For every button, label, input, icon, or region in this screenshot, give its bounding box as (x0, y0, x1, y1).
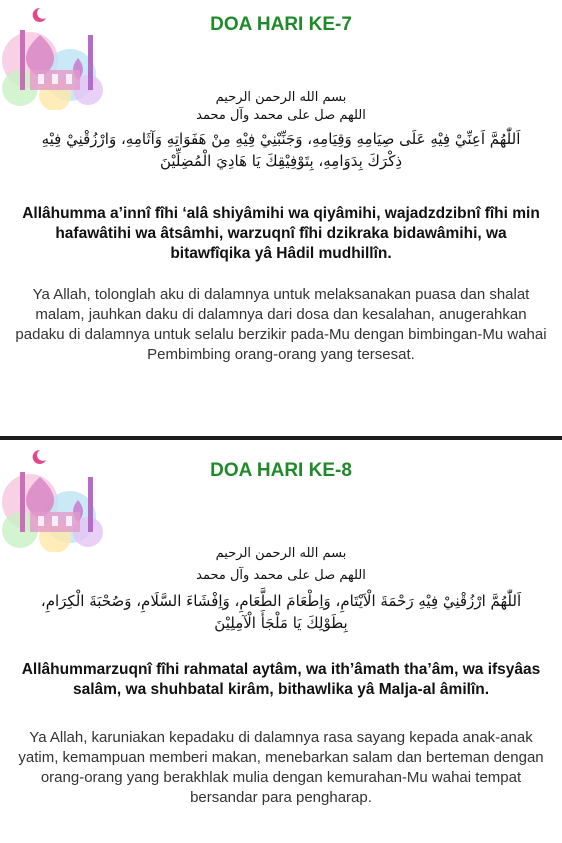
salawat-text: اللهم صل على محمد وآل محمد (196, 108, 366, 123)
mosque-watercolor-icon (0, 442, 110, 552)
arabic-dua-text: اَللّٰهُمَّ ارْزُقْنِيْ فِيْهِ رَحْمَةَ الْاَيْتَامِ، وَاِطْعَامَ الطَّعَامِ، وَاِفْشَاءَ السَّلَامِ، وَصُحْبَةَ الْكِرَامِ، بِطَوْلِكَ يَا مَلْجَأَ الْآمِلِيْنَ (40, 592, 522, 632)
salawat-text: اللهم صل على محمد وآل محمد (196, 568, 366, 583)
latin-transliteration: Allâhumma a’innî fîhi ‘alâ shiyâmihi wa qiyâmihi, wajadzdzibnî fîhi min hafawâtihi wa âtsâmhi, warzuqnî fîhi dzikraka bidawâmihi, wa bitawfîqika yâ Hâdil mudhillîn. (22, 205, 540, 262)
indonesian-translation: Ya Allah, karuniakan kepadaku di dalamnya rasa sayang kepada anak-anak yatim, kemampuan memberi makan, menebarkan salam dan berteman dengan orang-orang yang berakhlak mulia dengan kemurahan-Mu wahai tempat bersandar para pengharap. (18, 729, 544, 806)
page-title: DOA HARI KE-8 (210, 460, 352, 481)
basmala-text: بسم الله الرحمن الرحيم (215, 90, 347, 105)
latin-transliteration: Allâhummarzuqnî fîhi rahmatal aytâm, wa ith’âmath tha’âm, wa ifsyâas salâm, wa shuhbatal kirâm, bithawlika yâ Malja-al âmilîn. (21, 661, 541, 698)
basmala-text: بسم الله الرحمن الرحيم (215, 546, 347, 561)
arabic-dua-text: اَللّٰهُمَّ اَعِنِّيْ فِيْهِ عَلَى صِيَامِهِ وَقِيَامِهِ، وَجَنِّبْنِيْ فِيْهِ مِنْ هَفَوَاتِهِ وَآثَامِهِ، وَارْزُقْنِيْ فِيْهِ ذِكْرَكَ بِدَوَامِهِ، بِتَوْفِيْقِكَ يَا هَادِيَ الْمُضِلِّيْنَ (41, 130, 521, 170)
doa-section-day-8 (0, 440, 562, 843)
indonesian-translation: Ya Allah, tolonglah aku di dalamnya untuk melaksanakan puasa dan shalat malam, jauhkan daku di dalamnya dari dosa dan kesalahan, anugerahkan padaku di dalamnya untuk selalu berzikir pada-Mu dengan bimbingan-Mu wahai Pembimbing orang-orang yang tersesat. (15, 286, 547, 363)
page-title: DOA HARI KE-7 (210, 14, 352, 35)
